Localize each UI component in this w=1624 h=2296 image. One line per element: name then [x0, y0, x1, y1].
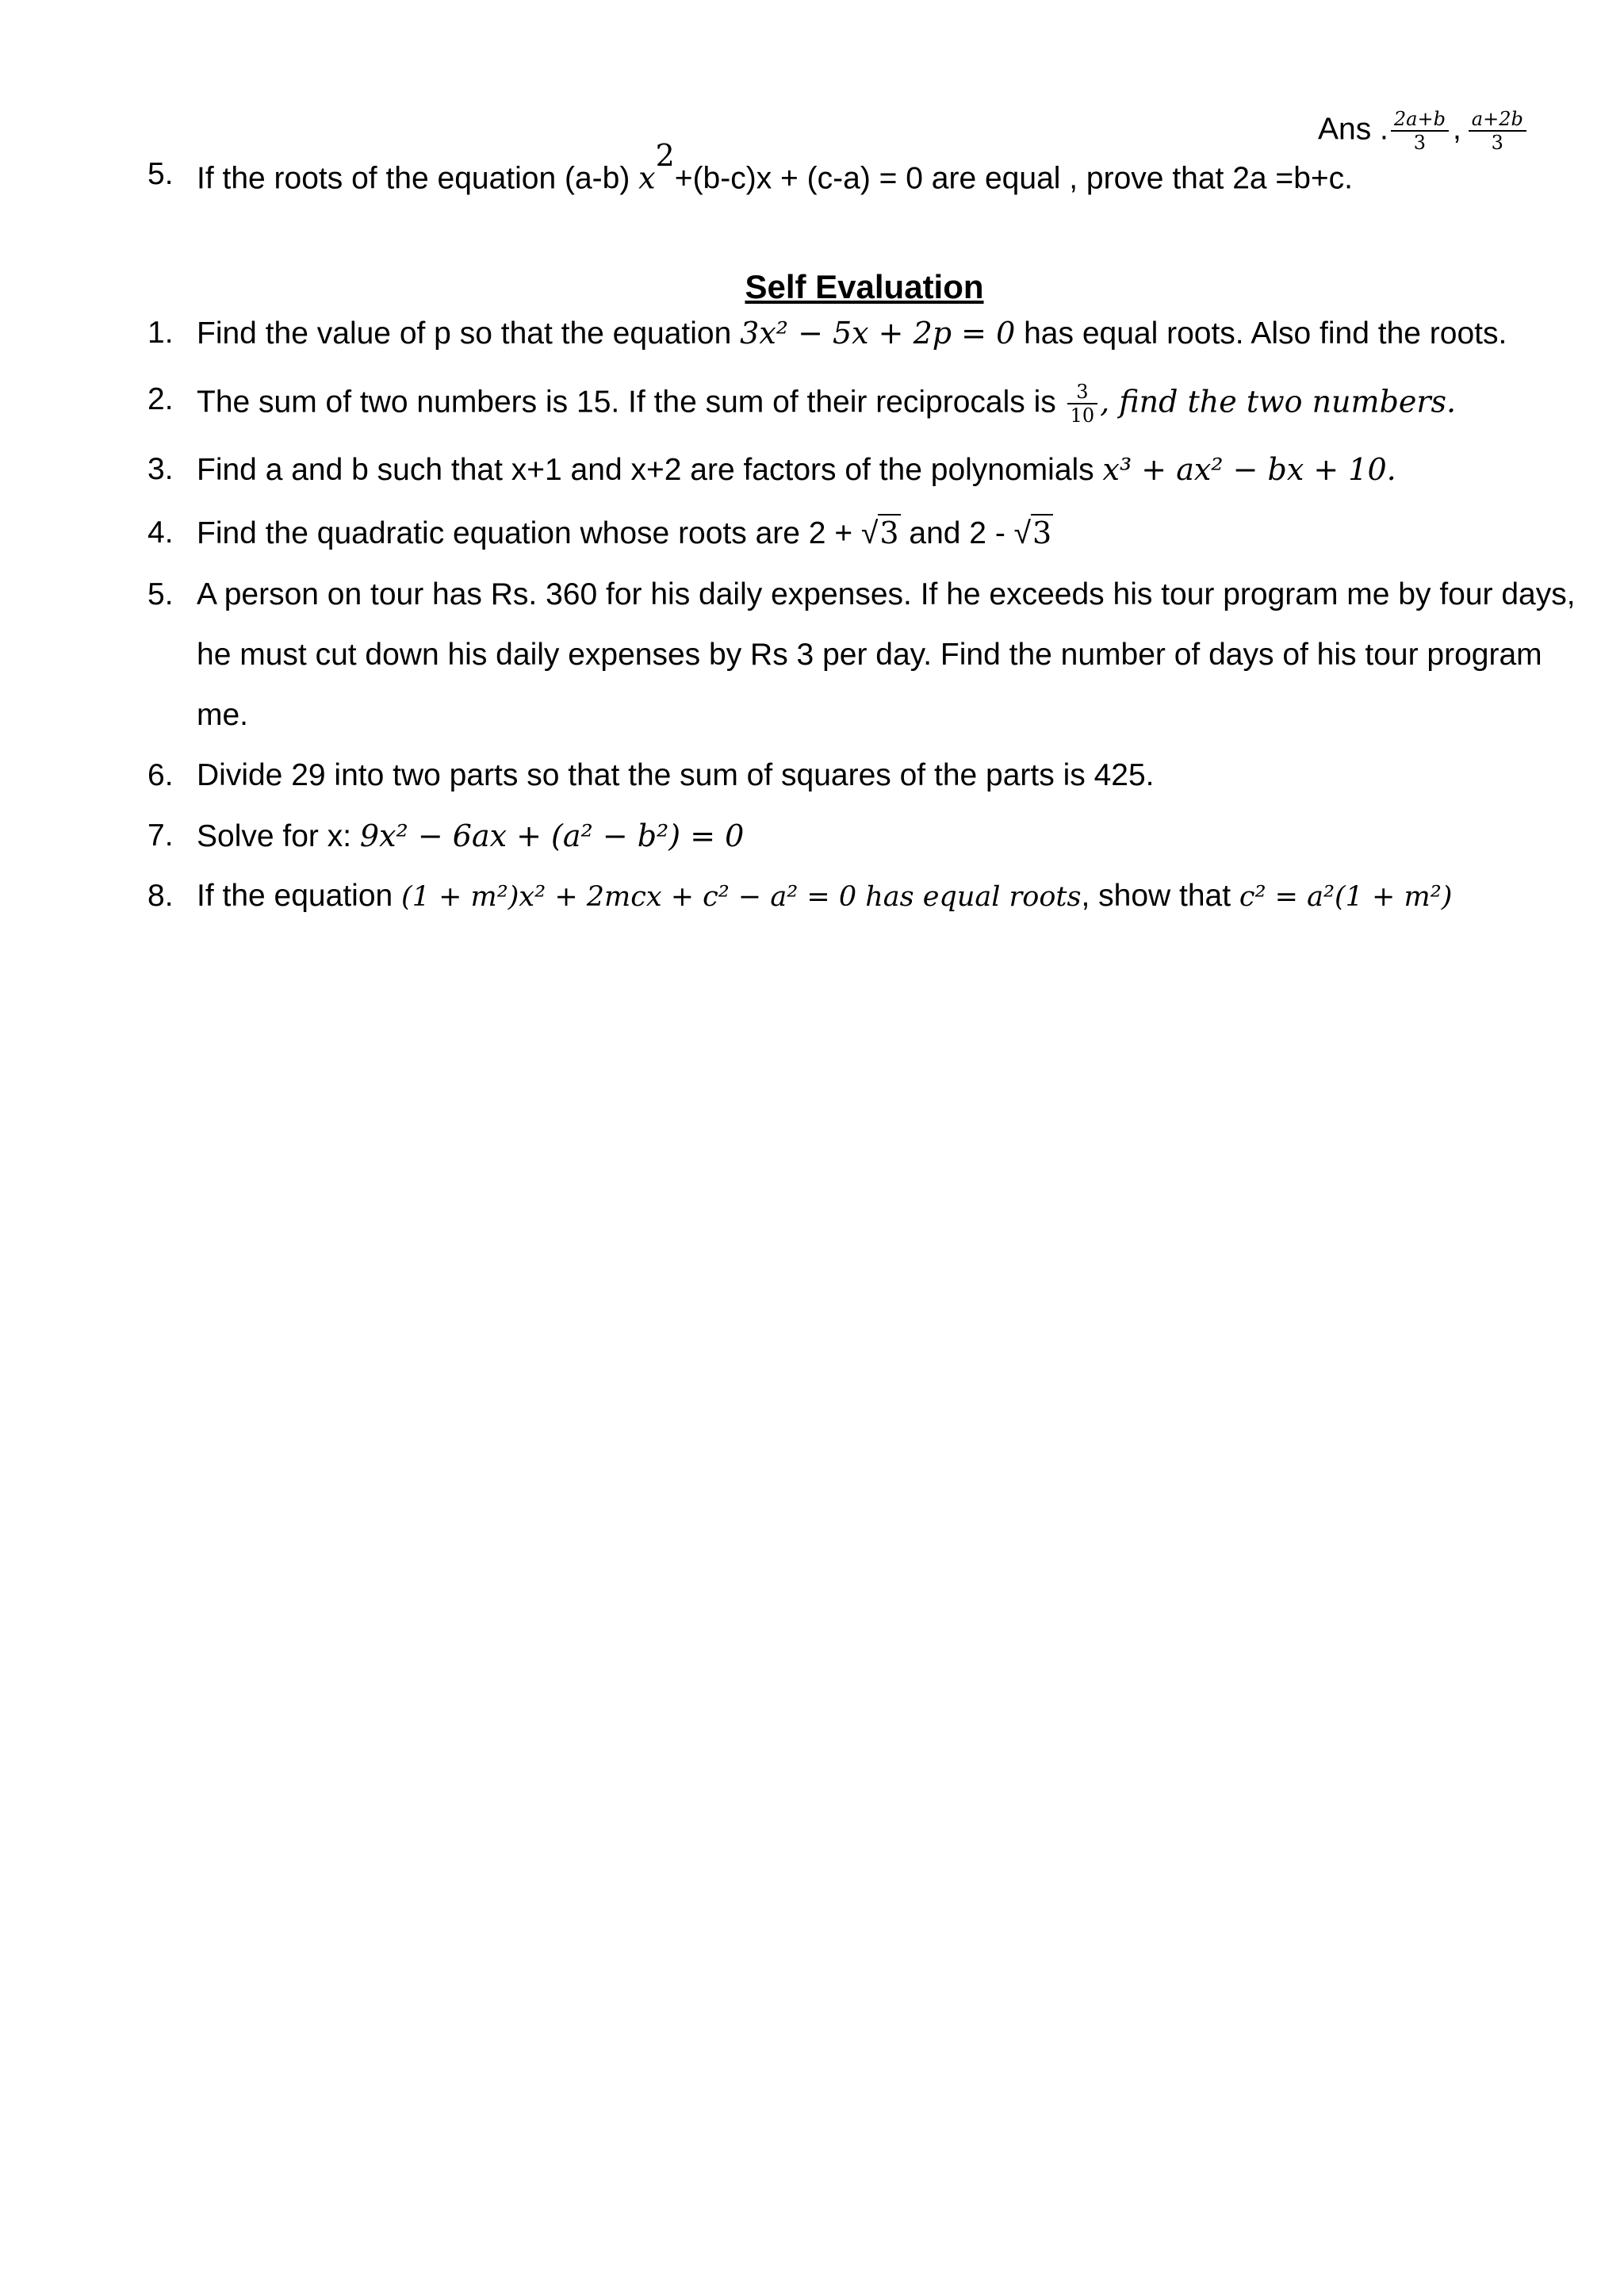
item-math: x³ + ax² − bx + 10. — [1102, 452, 1396, 487]
item-text-a: Find the value of p so that the equation — [197, 316, 741, 351]
question-5-variable: x — [638, 160, 656, 196]
question-5-text-part1: If the roots of the equation (a-b) — [197, 161, 639, 196]
radical-sign-icon: √ — [860, 516, 879, 550]
question-5-exponent: 2 — [655, 138, 675, 173]
answer-prefix: Ans . — [1318, 112, 1388, 147]
radicand: 3 — [879, 516, 899, 550]
fraction-numerator: 3 — [1067, 381, 1098, 404]
item-number: 7. — [147, 818, 174, 853]
question-5-text-part2: +(b-c)x + (c-a) = 0 are equal , prove that 2a =b+c. — [674, 161, 1353, 196]
item-text: Divide 29 into two parts so that the sum of squares of the parts is 425. — [197, 758, 1155, 792]
item-text-line-2: he must cut down his daily expenses by Rs 3 per day. Find the number of days of his tour program — [197, 638, 1542, 672]
answer-fraction-2-numerator: a+2b — [1469, 108, 1526, 132]
question-5-text — [197, 138, 1353, 198]
fraction-denominator: 10 — [1070, 404, 1095, 427]
item-number: 6. — [147, 758, 174, 792]
item-text-a: Solve for x: — [197, 819, 360, 853]
radicand: 3 — [1032, 516, 1052, 550]
item-text — [197, 817, 744, 856]
radical-sign-icon: √ — [1013, 516, 1032, 550]
item-text — [197, 450, 1396, 489]
item-math-2: c² = a²(1 + m²) — [1239, 881, 1453, 913]
item-number: 3. — [147, 452, 174, 486]
item-text — [197, 381, 1456, 427]
item-math: , find the two numbers. — [1100, 384, 1457, 420]
item-math: 9x² − 6ax + (a² − b²) = 0 — [359, 818, 745, 853]
sqrt-3-second — [1014, 514, 1054, 553]
sqrt-3-first — [861, 514, 901, 553]
answer-fraction-1-numerator: 2a+b — [1391, 108, 1449, 132]
item-text-line-3: me. — [197, 698, 249, 732]
item-math: 3x² − 5x + 2p = 0 — [740, 316, 1016, 351]
reciprocal-fraction — [1067, 381, 1098, 427]
answer-fraction-1 — [1391, 108, 1449, 154]
item-text-a: If the equation — [197, 879, 402, 913]
item-text — [197, 314, 1507, 353]
item-text-a: Find a and b such that x+1 and x+2 are factors of the polynomials — [197, 453, 1103, 487]
item-number: 2. — [147, 382, 174, 416]
answer-separator: , — [1452, 112, 1461, 147]
item-text — [197, 877, 1452, 916]
item-text-b: , show that — [1081, 879, 1239, 913]
item-text-a: Find the quadratic equation whose roots are 2 + — [197, 516, 861, 550]
item-text-b: has equal roots. Also find the roots. — [1015, 316, 1507, 351]
item-number: 5. — [147, 577, 174, 611]
item-text — [197, 514, 1053, 553]
answer-fraction-1-denominator: 3 — [1413, 132, 1427, 154]
item-text-a: The sum of two numbers is 15. If the sum of their reciprocals is — [197, 385, 1065, 420]
answer-fraction-2-denominator: 3 — [1491, 132, 1503, 154]
item-text-b: and 2 - — [900, 516, 1014, 550]
answer-fraction-2 — [1469, 108, 1526, 154]
item-text-line-1: A person on tour has Rs. 360 for his daily expenses. If he exceeds his tour program me by four days, — [197, 577, 1576, 611]
answer-line — [1318, 108, 1529, 154]
question-5-number: 5. — [147, 157, 174, 191]
item-math: (1 + m²)x² + 2mcx + c² − a² = 0 has equal roots — [401, 881, 1082, 913]
item-number: 1. — [147, 316, 174, 350]
item-number: 4. — [147, 516, 174, 550]
item-number: 8. — [147, 879, 174, 913]
section-heading: Self Evaluation — [745, 268, 984, 305]
